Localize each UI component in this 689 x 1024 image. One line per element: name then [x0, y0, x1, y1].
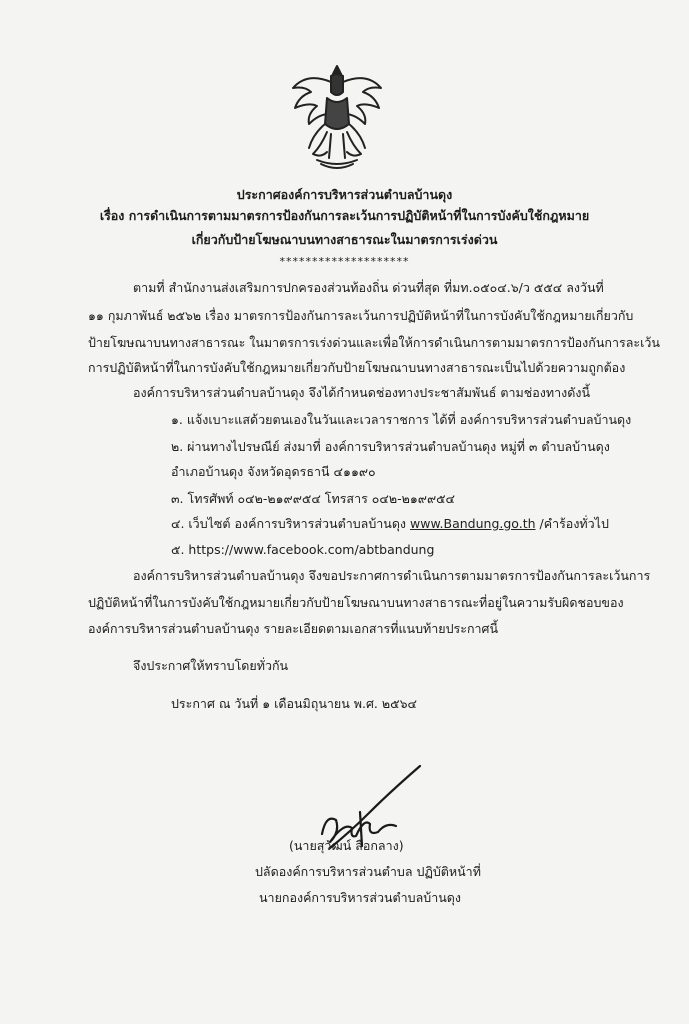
subject-line-2: เกี่ยวกับป้ายโฆษณาบนทางสาธารณะในมาตรการเร่งด่วน — [191, 232, 498, 247]
paragraph-3-line-2: ปฏิบัติหน้าที่ในการบังคับใช้กฎหมายเกี่ยวกับป้ายโฆษณาบนทางสาธารณะที่อยู่ในความรับผิดชอบของ — [88, 595, 624, 610]
list-item-1: ๑. แจ้งเบาะแสด้วยตนเองในวันและเวลาราชการ ได้ที่ องค์การบริหารส่วนตำบลบ้านดุง — [171, 412, 632, 427]
announcement-date: ประกาศ ณ วันที่ ๑ เดือนมิถุนายน พ.ศ. ๒๕๖๔ — [171, 696, 417, 711]
list-item-4 — [171, 514, 609, 534]
paragraph-1-line-4: การปฏิบัติหน้าที่ในการบังคับใช้กฎหมายเกี่ยวกับป้ายโฆษณาบนทางสาธารณะเป็นไปด้วยความถูกต้อง — [88, 360, 626, 375]
announcement-title: ประกาศองค์การบริหารส่วนตำบลบ้านดุง — [236, 187, 453, 202]
signer-name: (นายสุวัฒน์ สือกลาง) — [289, 838, 404, 853]
website-link[interactable]: www.Bandung.go.th — [410, 516, 536, 531]
list-item-4-suffix: /คำร้องทั่วไป — [535, 516, 609, 531]
list-item-2-line-1: ๒. ผ่านทางไปรษณีย์ ส่งมาที่ องค์การบริหารส่วนตำบลบ้านดุง หมู่ที่ ๓ ตำบลบ้านดุง — [171, 439, 610, 454]
announce-line: จึงประกาศให้ทราบโดยทั่วกัน — [133, 658, 289, 673]
list-item-2-line-2: อำเภอบ้านดุง จังหวัดอุดรธานี ๔๑๑๙๐ — [171, 464, 376, 479]
paragraph-3-line-1: องค์การบริหารส่วนตำบลบ้านดุง จึงขอประกาศการดำเนินการตามมาตรการป้องกันการละเว้นการ — [133, 568, 651, 583]
paragraph-2-line-1: องค์การบริหารส่วนตำบลบ้านดุง จึงได้กำหนดช่องทางประชาสัมพันธ์ ตามช่องทางดังนี้ — [133, 385, 591, 400]
list-item-4-prefix: ๔. เว็บไซต์ องค์การบริหารส่วนตำบลบ้านดุง — [171, 516, 411, 531]
subject-line-1: เรื่อง การดำเนินการตามมาตรการป้องกันการละเว้นการปฏิบัติหน้าที่ในการบังคับใช้กฎหมาย — [99, 208, 590, 223]
paragraph-3-line-3: องค์การบริหารส่วนตำบลบ้านดุง รายละเอียดตามเอกสารที่แนบท้ายประกาศนี้ — [88, 621, 499, 636]
signer-title-2: นายกองค์การบริหารส่วนตำบลบ้านดุง — [259, 890, 461, 905]
signer-title-1: ปลัดองค์การบริหารส่วนตำบล ปฏิบัติหน้าที่ — [255, 864, 481, 879]
garuda-emblem-icon — [287, 62, 387, 174]
list-item-5[interactable]: ๕. https://www.facebook.com/abtbandung — [171, 542, 435, 557]
list-item-3: ๓. โทรศัพท์ ๐๔๒-๒๑๙๙๕๔ โทรสาร ๐๔๒-๒๑๙๙๕๔ — [171, 491, 456, 506]
paragraph-1-line-3: ป้ายโฆษณาบนทางสาธารณะ ในมาตรการเร่งด่วนและเพื่อให้การดำเนินการตามมาตรการป้องกันการละเว้น — [88, 335, 660, 350]
separator: ******************** — [279, 255, 410, 268]
paragraph-1-line-2: ๑๑ กุมภาพันธ์ ๒๕๖๒ เรื่อง มาตรการป้องกันการละเว้นการปฏิบัติหน้าที่ในการบังคับใช้กฎหมายเกี่ยวกับ — [88, 308, 634, 323]
paragraph-1-line-1: ตามที่ สำนักงานส่งเสริมการปกครองส่วนท้องถิ่น ด่วนที่สุด ที่มท.๐๕๐๔.๖/ว ๕๕๔ ลงวันที่ — [133, 280, 604, 295]
